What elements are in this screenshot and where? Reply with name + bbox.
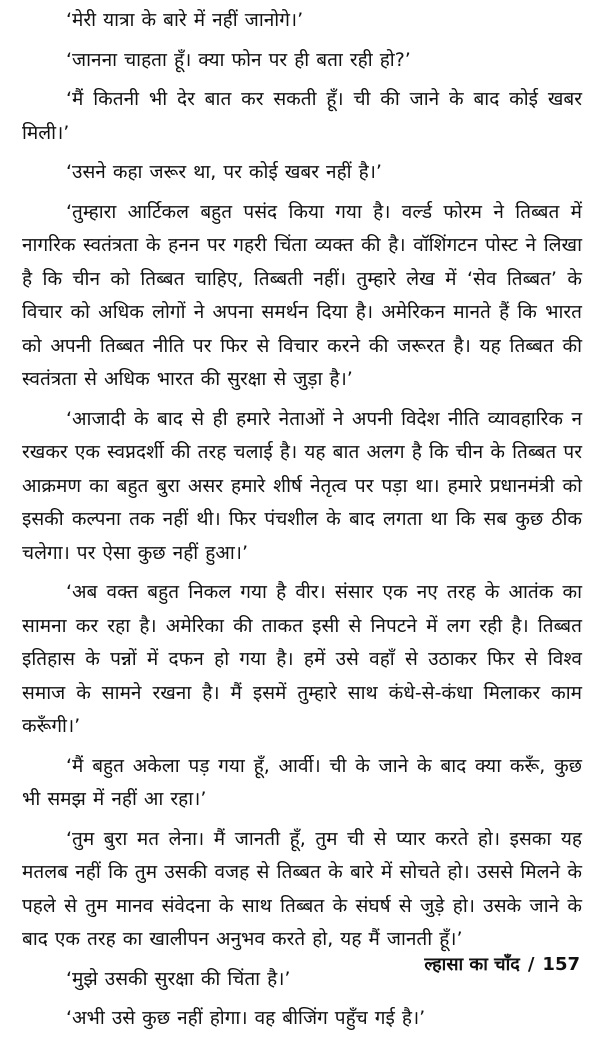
page-number: 157 [542, 954, 580, 975]
paragraph-5: ‘तुम्हारा आर्टिकल बहुत पसंद किया गया है। वर्ल्ड फोरम ने तिब्बत में नागरिक स्वतंत्रता के हनन पर गहरी चिंता व्यक्त की है। वॉशिंगटन पोस्ट ने लिखा है कि चीन को तिब्बत चाहिए, तिब्बती नहीं। तुम्हारे लेख में ‘सेव तिब्बत’ के विचार को अधिक लोगों ने अपना समर्थन दिया है। अमेरिकन मानते हैं कि भारत को अपनी तिब्बत नीति पर फिर से विचार करने की जरूरत है। यह तिब्बत की स्वतंत्रता से अधिक भारत की सुरक्षा से जुड़ा है।’ [22, 200, 582, 390]
paragraph-8: ‘मैं बहुत अकेला पड़ गया हूँ, आर्वी। ची के जाने के बाद क्या करूँ, कुछ भी समझ में नहीं आ रहा।’ [22, 754, 582, 810]
paragraph-2: ‘जानना चाहता हूँ। क्या फोन पर ही बता रही हो?’ [66, 48, 411, 71]
paragraph-9: ‘तुम बुरा मत लेना। मैं जानती हूँ, तुम ची से प्यार करते हो। इसका यह मतलब नहीं कि तुम उसकी वजह से तिब्बत के बारे में सोचते हो। उससे मिलने के पहले से तुम मानव संवेदना के साथ तिब्बत के संघर्ष से जुड़े हो। उसके जाने के बाद एक तरह का खालीपन अनुभव करते हो, यह मैं जानती हूँ।’ [22, 827, 582, 950]
paragraph-6: ‘आजादी के बाद से ही हमारे नेताओं ने अपनी विदेश नीति व्यावहारिक न रखकर एक स्वप्नदर्शी की तरह चलाई है। यह बात अलग है कि चीन के तिब्बत पर आक्रमण का बहुत बुरा असर हमारे शीर्ष नेतृत्व पर पड़ा था। हमारे प्रधानमंत्री को इसकी कल्पना तक नहीं थी। फिर पंचशील के बाद लगता था कि सब कुछ ठीक चलेगा। पर ऐसा कुछ नहीं हुआ।’ [22, 407, 582, 564]
page-body-text [22, 4, 582, 1042]
paragraph-4: ‘उसने कहा जरूर था, पर कोई खबर नहीं है।’ [66, 161, 382, 183]
paragraph-1: ‘मेरी यात्रा के बारे में नहीं जानोगे।’ [66, 9, 304, 31]
running-title: ल्हासा का चाँद [424, 954, 520, 975]
paragraph-3: ‘मैं कितनी भी देर बात कर सकती हूँ। ची की जाने के बाद कोई खबर मिली।’ [22, 88, 582, 144]
paragraph-10: ‘मुझे उसकी सुरक्षा की चिंता है।’ [66, 967, 291, 990]
paragraph-7: ‘अब वक्त बहुत निकल गया है वीर। संसार एक नए तरह के आतंक का सामना कर रहा है। अमेरिका की ताकत इसी से निपटने में लग रही है। तिब्बत इतिहास के पन्नों में दफन हो गया है। हमें उसे वहाँ से उठाकर फिर से विश्व समाज के सामने रखना है। मैं इसमें तुम्हारे साथ कंधे-से-कंधा मिलाकर काम करूँगी।’ [22, 581, 582, 737]
footer-separator: / [527, 954, 535, 975]
paragraph-11: ‘अभी उसे कुछ नहीं होगा। वह बीजिंग पहुँच गई है।’ [66, 1007, 426, 1029]
page-footer [424, 952, 580, 976]
